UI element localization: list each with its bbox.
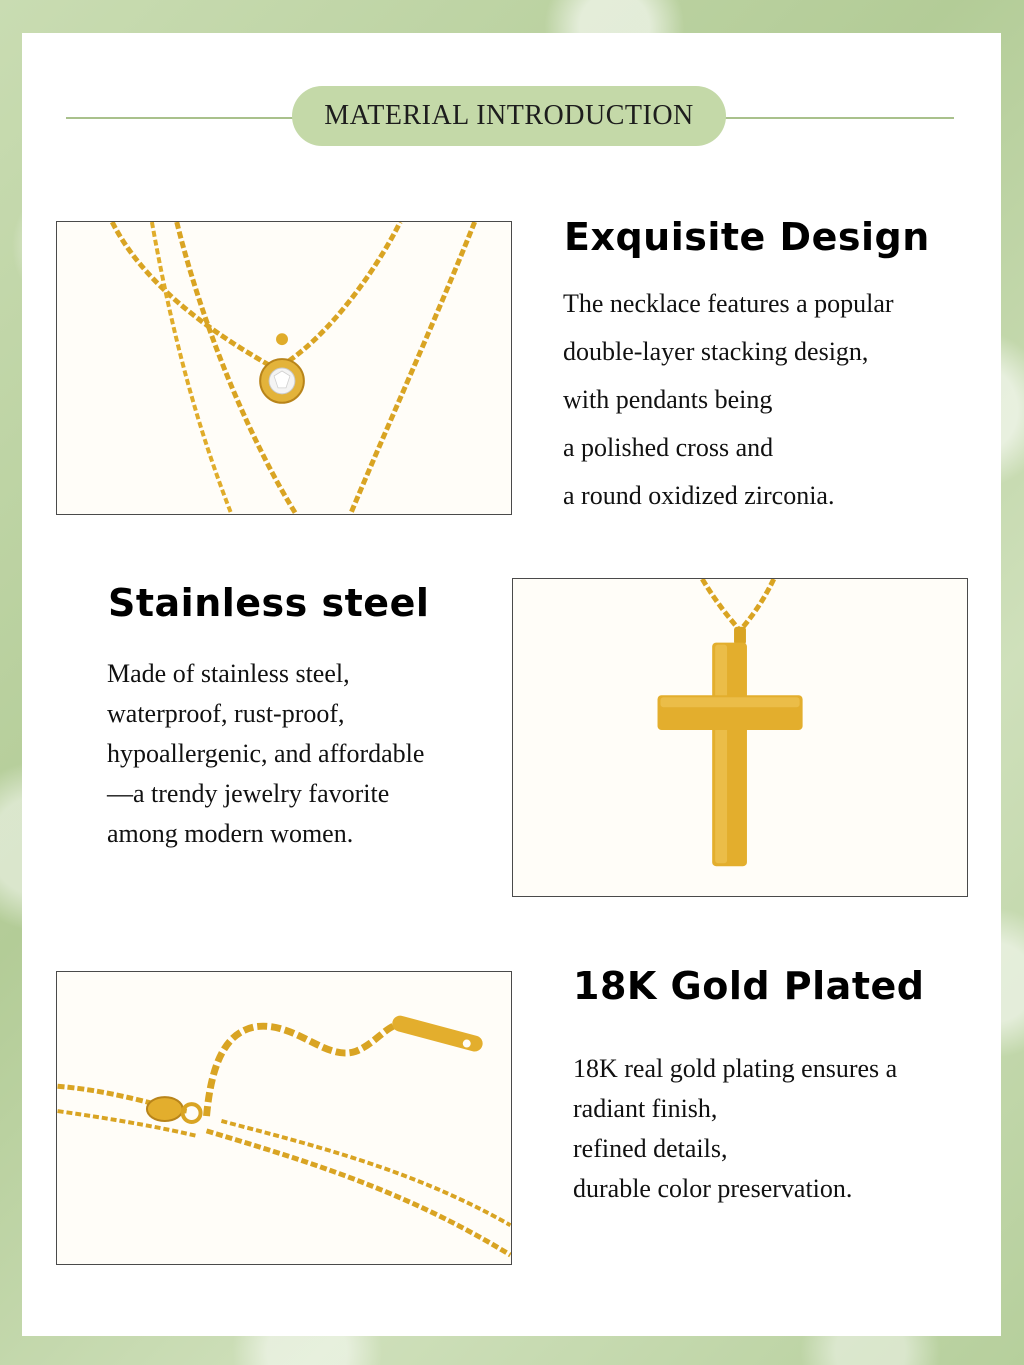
section-header-pill <box>292 86 726 146</box>
section-title-stainless-steel: Stainless steel <box>108 581 430 625</box>
body-line: waterproof, rust-proof, <box>107 699 345 728</box>
body-line: double-layer stacking design, <box>563 337 869 366</box>
body-line: radiant finish, <box>573 1094 718 1123</box>
body-line: durable color preservation. <box>573 1174 853 1203</box>
header-divider-right <box>724 117 954 119</box>
body-line: —a trendy jewelry favorite <box>107 779 390 808</box>
photo-double-layer-necklace <box>56 221 512 515</box>
cross-pendant-illustration <box>513 579 967 896</box>
section-body-stainless-steel <box>107 654 424 854</box>
body-line: with pendants being <box>563 385 773 414</box>
section-title-exquisite-design: Exquisite Design <box>564 215 930 259</box>
photo-lobster-clasp-extender <box>56 971 512 1265</box>
section-body-exquisite-design <box>563 280 894 520</box>
section-title-gold-plated: 18K Gold Plated <box>573 964 925 1008</box>
content-panel <box>22 33 1001 1336</box>
necklace-chain-illustration <box>57 222 511 514</box>
body-line: 18K real gold plating ensures a <box>573 1054 898 1083</box>
section-header-label: MATERIAL INTRODUCTION <box>324 100 694 131</box>
body-line: Made of stainless steel, <box>107 659 350 688</box>
section-body-gold-plated <box>573 1049 897 1209</box>
body-line: The necklace features a popular <box>563 289 894 318</box>
clasp-extender-illustration <box>57 972 511 1264</box>
photo-cross-pendant <box>512 578 968 897</box>
body-line: refined details, <box>573 1134 728 1163</box>
header-divider-left <box>66 117 294 119</box>
body-line: a polished cross and <box>563 433 774 462</box>
body-line: a round oxidized zirconia. <box>563 481 835 510</box>
body-line: among modern women. <box>107 819 354 848</box>
body-line: hypoallergenic, and affordable <box>107 739 425 768</box>
